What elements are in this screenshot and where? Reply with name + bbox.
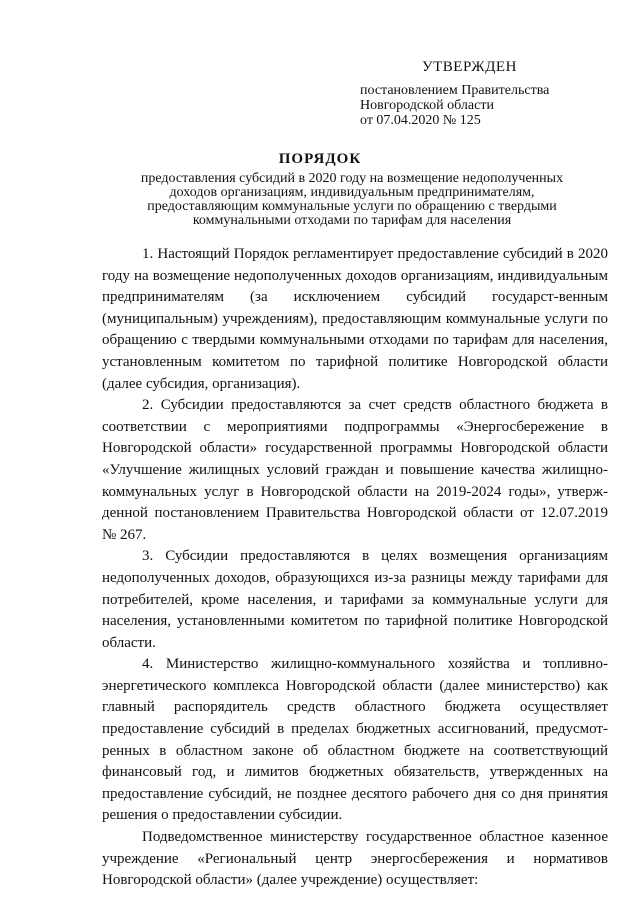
approval-line: постановлением Правительства — [360, 83, 550, 98]
approval-line: Новгородской области — [360, 98, 494, 113]
document-body — [102, 244, 608, 892]
paragraph-4: 4. Министерство жилищно-коммунального хозяйства и топливно-энергетического комплекса Новгородской области (далее министерство) как главный распорядитель средств областного бюджета осуществляет предоставление субсидий в пределах бюджетных ассигнований, предусмот-ренных в областном законе об областном бюджете на соответствующий финансовый год, и лимитов бюджетных обязательств, утвержденных на предоставление субсидий, не позднее десятого рабочего дня со дня принятия решения о предоставлении субсидии. — [102, 656, 608, 824]
approval-line: от 07.04.2020 № 125 — [360, 113, 481, 128]
approval-heading: УТВЕРЖДЕН — [422, 59, 517, 75]
approval-stamp — [360, 60, 620, 128]
document-subtitle — [112, 172, 592, 228]
paragraph-2: 2. Субсидии предоставляются за счет средств областного бюджета в соответствии с мероприятиями подпрограммы «Энергосбережение в Новгородской области» государственной программы Новгородской области «Улучшение жилищных условий граждан и повышение качества жилищно-коммунальных услуг в Новгородской области на 2019-2024 годы», утверж-денной постановлением Правительства Новгородской области от 12.07.2019 № 267. — [102, 397, 608, 543]
subtitle-line: предоставления субсидий в 2020 году на возмещение недополученных — [140, 171, 564, 186]
subtitle-line: предоставляющим коммунальные услуги по обращению с твердыми — [147, 199, 557, 214]
subtitle-line: доходов организациям, индивидуальным предпринимателям, — [169, 185, 535, 200]
subtitle-line: коммунальными отходами по тарифам для населения — [192, 213, 512, 228]
document-title: ПОРЯДОК — [278, 151, 362, 167]
paragraph-1: 1. Настоящий Порядок регламентирует предоставление субсидий в 2020 году на возмещение недополученных доходов организациям, индивидуальным предпринимателям (за исключением субсидий государст-венным (муниципальным) учреждениям), предоставляющим коммунальные услуги по обращению с твердыми коммунальными отходами по тарифам для населения, установленным комитетом по тарифной политике Новгородской области (далее субсидия, организация). — [102, 246, 608, 392]
paragraph-5: Подведомственное министерству государственное областное казенное учреждение «Региональный центр энергосбережения и нормативов Новгородской области» (далее учреждение) осуществляет: — [102, 829, 608, 889]
paragraph-3: 3. Субсидии предоставляются в целях возмещения организациям недополученных доходов, образующихся из-за разницы между тарифами для потребителей, кроме населения, и тарифами за коммунальные услуги для населения, установленными комитетом по тарифной политике Новгородской области. — [102, 548, 608, 651]
